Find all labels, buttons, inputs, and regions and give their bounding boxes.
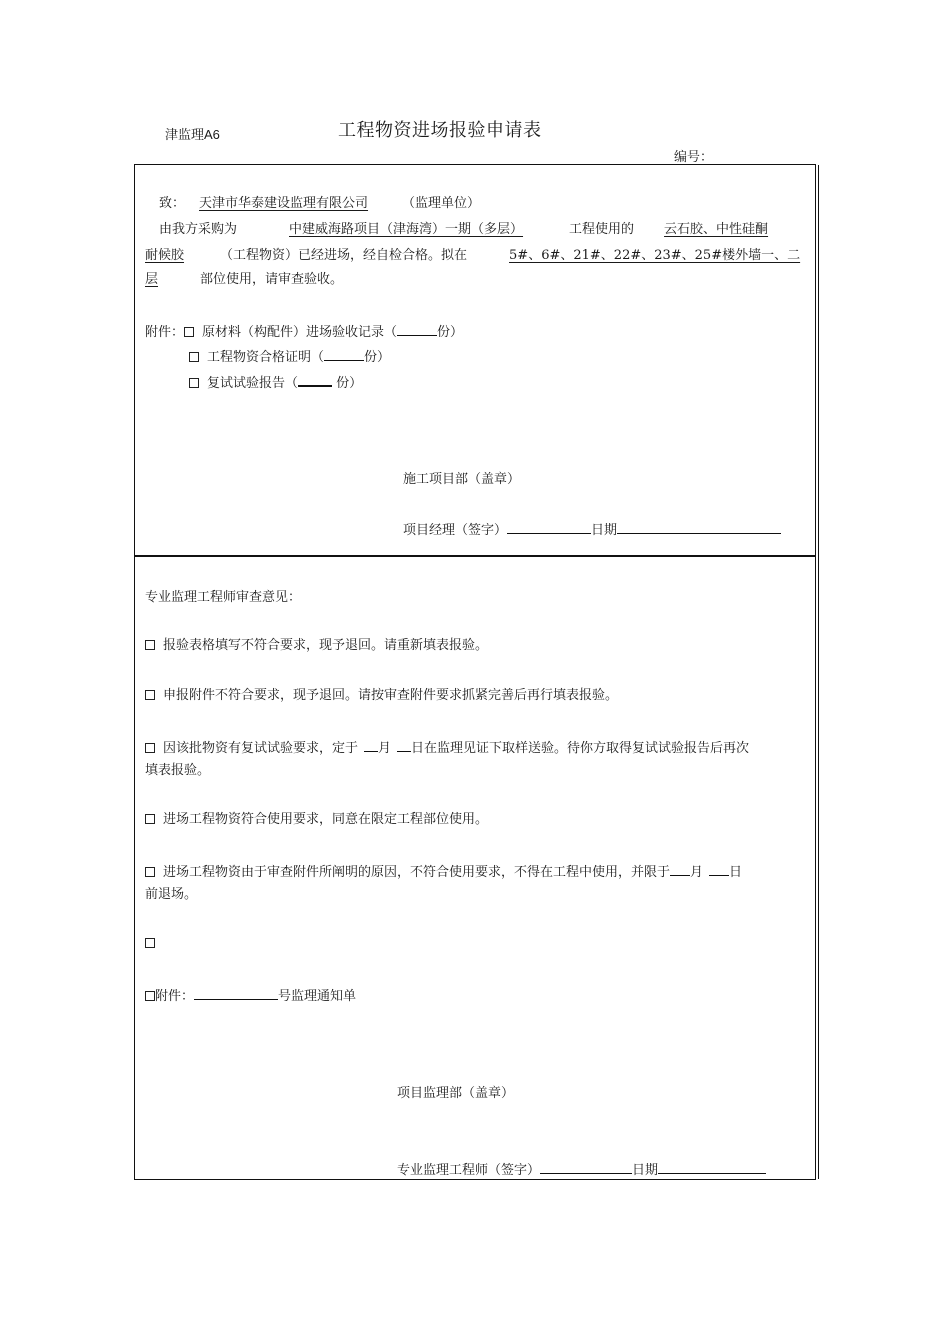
intro-line-2 (145, 247, 800, 265)
attachment-3 (189, 371, 362, 393)
attachment-3-copies-suffix: 份） (336, 376, 363, 391)
intro-line-1 (159, 221, 768, 239)
to-label: 致： (159, 196, 186, 211)
manager-date-input[interactable] (617, 519, 781, 534)
attachment-2-copies-input[interactable] (324, 346, 364, 361)
form-code: 津监理A6 (165, 127, 220, 142)
option-5-month-input[interactable] (670, 861, 690, 876)
opinion-title: 专业监理工程师审查意见： (145, 590, 302, 605)
engineer-signature-input[interactable] (540, 1159, 632, 1174)
option-5 (145, 861, 742, 882)
option-4-label: 进场工程物资符合使用要求，同意在限定工程部位使用。 (163, 812, 489, 827)
page-title: 工程物资进场报验申请表 (338, 120, 542, 141)
serial-number-label: 编号： (674, 150, 714, 165)
attachment-3-label: 复试试验报告（ (207, 376, 299, 391)
application-form (134, 164, 816, 1180)
option-1-checkbox[interactable] (145, 640, 155, 650)
location-field-part1[interactable]: 5#、6#、21#、22#、23#、25#楼外墙一、二 (509, 248, 801, 263)
option-3-prefix: 因该批物资有复试试验要求，定于 (163, 741, 359, 756)
manager-date-label: 日期 (591, 523, 618, 538)
option-3-month-input[interactable] (364, 737, 378, 752)
engineer-date-label: 日期 (632, 1163, 659, 1178)
option-5-line-2: 前退场。 (145, 887, 198, 902)
option-2-label: 申报附件不符合要求，现予退回。请按审查附件要求抓紧完善后再行填表报验。 (163, 688, 619, 703)
attachment-2-label: 工程物资合格证明（ (207, 350, 325, 365)
material-field-part1[interactable]: 云石胶、中性硅酮 (664, 222, 769, 237)
location-field-part2[interactable]: 层 (145, 272, 159, 287)
option-6-checkbox[interactable] (145, 938, 155, 948)
manager-signature-line (403, 519, 781, 540)
attachment-2-checkbox[interactable] (189, 352, 199, 362)
attachment-1-checkbox[interactable] (184, 327, 194, 337)
option-2 (145, 687, 618, 705)
notice-attachment-label: 附件： (155, 989, 195, 1004)
option-5-day-label: 日 (729, 865, 743, 880)
attachment-3-copies-input[interactable] (298, 371, 332, 387)
material-note: （工程物资）已经进场，经自检合格。拟在 (220, 248, 468, 263)
option-3-line-2: 填表报验。 (145, 763, 211, 778)
intro-line-3 (145, 271, 343, 289)
option-5-day-input[interactable] (709, 861, 729, 876)
project-suffix: 工程使用的 (569, 222, 635, 237)
supervision-dept-seal: 项目监理部（盖章） (397, 1086, 515, 1101)
notice-attachment (145, 985, 356, 1006)
option-5-prefix: 进场工程物资由于审查附件所阐明的原因，不符合使用要求，不得在工程中使用，并限于 (163, 865, 671, 880)
engineer-signature-line (397, 1159, 766, 1180)
location-suffix: 部位使用，请审查验收。 (200, 272, 344, 287)
attachment-1-copies-suffix: 份） (437, 325, 464, 340)
attachment-2 (189, 346, 390, 367)
engineer-sign-label: 专业监理工程师（签字） (397, 1163, 541, 1178)
option-4-checkbox[interactable] (145, 814, 155, 824)
option-1-label: 报验表格填写不符合要求，现予退回。请重新填表报验。 (163, 638, 489, 653)
option-1 (145, 637, 488, 655)
option-3 (145, 737, 749, 758)
attachment-3-checkbox[interactable] (189, 378, 199, 388)
option-6 (145, 935, 163, 953)
attachment-2-copies-suffix: 份） (364, 350, 391, 365)
notice-attachment-suffix: 号监理通知单 (278, 989, 357, 1004)
manager-signature-input[interactable] (507, 519, 591, 534)
addressee-line (159, 195, 480, 213)
attachment-1 (145, 321, 463, 342)
project-name-field[interactable]: 中建威海路项目（津海湾）一期（多层） (289, 222, 524, 237)
option-5-checkbox[interactable] (145, 867, 155, 877)
option-3-checkbox[interactable] (145, 743, 155, 753)
notice-attachment-checkbox[interactable] (145, 991, 155, 1001)
option-3-month-label: 月 (378, 741, 392, 756)
section-divider (135, 555, 815, 557)
material-field-part2[interactable]: 耐候胶 (145, 248, 185, 263)
attachment-1-copies-input[interactable] (397, 321, 437, 336)
attachments-label: 附件： (145, 325, 185, 340)
supervisor-company[interactable]: 天津市华泰建设监理有限公司 (199, 196, 369, 211)
construction-dept-seal: 施工项目部（盖章） (403, 472, 521, 487)
attachment-1-label: 原材料（构配件）进场验收记录（ (202, 325, 398, 340)
option-4 (145, 811, 488, 829)
option-3-mid: 日在监理见证下取样送验。待你方取得复试试验报告后再次 (411, 741, 750, 756)
manager-sign-label: 项目经理（签字） (403, 523, 508, 538)
option-2-checkbox[interactable] (145, 690, 155, 700)
option-3-day-input[interactable] (397, 737, 411, 752)
supervisor-unit-note: （监理单位） (402, 196, 481, 211)
engineer-date-input[interactable] (658, 1159, 766, 1174)
option-5-month-label: 月 (690, 865, 704, 880)
intro-prefix: 由我方采购为 (159, 222, 238, 237)
notice-number-input[interactable] (194, 985, 278, 1000)
